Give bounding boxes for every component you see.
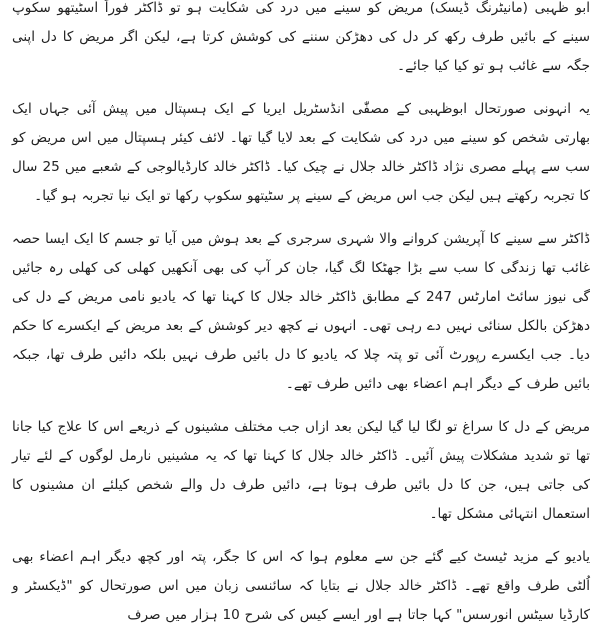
article-paragraph-1: ابو ظہبی (مانیٹرنگ ڈیسک) مریض کو سینے میں درد کی شکایت ہو تو ڈاکٹر فوراً اسٹیتھو سکوپ سینے کے بائیں طرف رکھ کر دل کی دھڑکن سننے کی کوشش کرتا ہے، لیکن اگر مریض کا دل اپنی جگہ سے غائب ہو تو کیا کیا جائے۔ xyxy=(12,0,590,74)
article-paragraph-5: یادیو کے مزید ٹیسٹ کیے گئے جن سے معلوم ہوا کہ اس کا جگر، پتہ اور کچھ دیگر اہم اعضاء بھی اُلٹی طرف واقع تھے۔ ڈاکٹر خالد جلال نے بتایا کہ سائنسی زبان میں اس صورتحال کو "ڈیکسٹر و کارڈیا سیٹس انورسس" کہا جاتا ہے اور ایسے کیس کی شرح 10 ہزار میں صرف xyxy=(12,549,590,623)
article-paragraph-2: یہ انہونی صورتحال ابوظہبی کے مصفّٰی انڈسٹریل ایریا کے ایک ہسپتال میں پیش آئی جہاں ایک بھارتی شخص کو سینے میں درد کی شکایت کے بعد لایا گیا تھا۔ لائف کیئر ہسپتال میں اس مریض کو سب سے پہلے مصری نژاد ڈاکٹر خالد جلال نے چیک کیا۔ ڈاکٹر خالد کارڈیالوجی کے شعبے میں 25 سال کا تجربہ رکھتے ہیں لیکن جب اس مریض کے سینے پر سٹیتھو سکوپ رکھا تو ایک نیا تجربہ ہو گیا۔ xyxy=(12,101,590,204)
article-paragraph-4: مریض کے دل کا سراغ تو لگا لیا گیا لیکن بعد ازاں جب مختلف مشینوں کے ذریعے اس کا علاج کیا جانا تھا تو شدید مشکلات پیش آئیں۔ ڈاکٹر خالد جلال کا کہنا تھا کہ یہ مشینیں نارمل لوگوں کے لئے تیار کی جاتی ہیں، جن کا دل بائیں طرف ہوتا ہے، دائیں طرف دل والے شخص کیلئے ان مشینوں کا استعمال انتہائی مشکل تھا۔ xyxy=(12,419,590,522)
article-paragraph-3: ڈاکٹر سے سینے کا آپریشن کروانے والا شہری سرجری کے بعد ہوش میں آیا تو جسم کا ایک ایسا حصہ غائب تھا زندگی کا سب سے بڑا جھٹکا لگ گیا، جان کر آپ کی بھی آنکھیں کھلی کی کھلی رہ جائیں گی نیوز سائٹ امارٹس 247 کے مطابق ڈاکٹر خالد جلال کا کہنا تھا کہ یادیو نامی مریض کے دل کی دھڑکن بالکل سنائی نہیں دے رہی تھی۔ انہوں نے کچھ دیر کوشش کے بعد مریض کے ایکسرے کا حکم دیا۔ جب ایکسرے رپورٹ آئی تو پتہ چلا کہ یادیو کا دل بائیں طرف نہیں بلکہ دائیں طرف تھا، جبکہ بائیں طرف کے دیگر اہم اعضاء بھی دائیں طرف تھے۔ xyxy=(12,231,590,392)
